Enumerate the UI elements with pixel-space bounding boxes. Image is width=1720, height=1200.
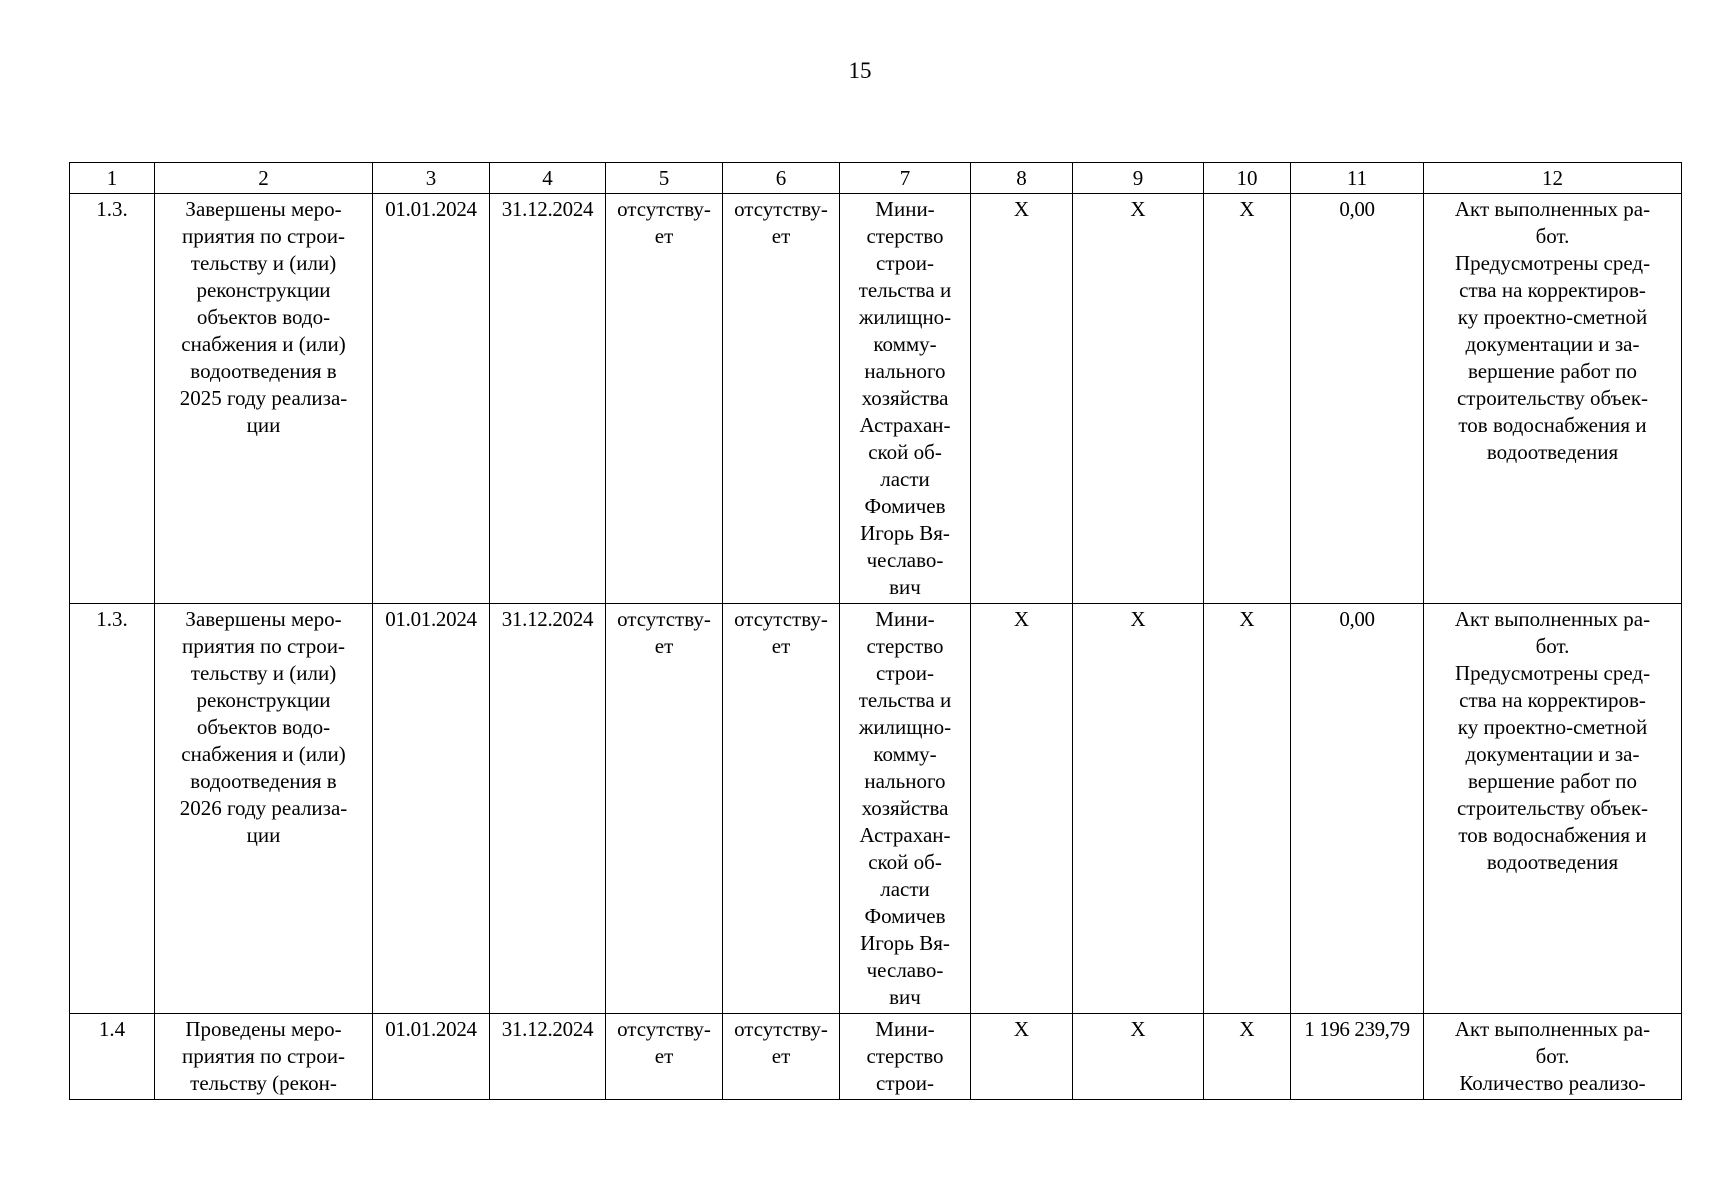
col9-cell: X [1073, 604, 1204, 1014]
col5-cell: отсутству- ет [606, 1014, 723, 1100]
result-cell: Завершены меро- приятия по строи- тельству и (или) реконструкции объектов водо- снабжения и (или) водоотведения в 2026 году реализа- ции [155, 604, 373, 1014]
plan-table [69, 162, 1682, 1100]
note-cell: Акт выполненных ра- бот. Предусмотрены сред- ства на корректиров- ку проектно-сметной документации и за- вершение работ по строительству объек- тов водоснабжения и водоотведения [1424, 604, 1682, 1014]
page-number: 15 [848, 58, 872, 83]
item-number-cell: 1.3. [70, 194, 155, 604]
column-header: 7 [840, 163, 971, 194]
col10-cell: X [1204, 194, 1291, 604]
column-header: 11 [1291, 163, 1424, 194]
start-date-cell: 01.01.2024 [373, 194, 490, 604]
col5-cell: отсутству- ет [606, 604, 723, 1014]
table-row [70, 194, 1682, 604]
col8-cell: X [971, 194, 1073, 604]
col5-cell: отсутству- ет [606, 194, 723, 604]
col8-cell: X [971, 1014, 1073, 1100]
end-date-cell: 31.12.2024 [490, 194, 606, 604]
col8-cell: X [971, 604, 1073, 1014]
responsible-cell: Мини- стерство строи- тельства и жилищно- комму- нального хозяйства Астрахан- ской об- ласти Фомичев Игорь Вя- чеславо- вич [840, 194, 971, 604]
responsible-cell: Мини- стерство строи- [840, 1014, 971, 1100]
result-cell: Проведены меро- приятия по строи- тельству (рекон- [155, 1014, 373, 1100]
column-header: 10 [1204, 163, 1291, 194]
responsible-cell: Мини- стерство строи- тельства и жилищно- комму- нального хозяйства Астрахан- ской об- ласти Фомичев Игорь Вя- чеславо- вич [840, 604, 971, 1014]
end-date-cell: 31.12.2024 [490, 1014, 606, 1100]
col10-cell: X [1204, 604, 1291, 1014]
column-header: 1 [70, 163, 155, 194]
column-header: 8 [971, 163, 1073, 194]
end-date-cell: 31.12.2024 [490, 604, 606, 1014]
table-row [70, 1014, 1682, 1100]
amount-cell: 0,00 [1291, 194, 1424, 604]
col6-cell: отсутству- ет [723, 194, 840, 604]
column-header: 6 [723, 163, 840, 194]
column-header: 12 [1424, 163, 1682, 194]
col9-cell: X [1073, 194, 1204, 604]
col10-cell: X [1204, 1014, 1291, 1100]
table-row [70, 604, 1682, 1014]
note-cell: Акт выполненных ра- бот. Количество реализо- [1424, 1014, 1682, 1100]
amount-cell: 0,00 [1291, 604, 1424, 1014]
col6-cell: отсутству- ет [723, 1014, 840, 1100]
item-number-cell: 1.4 [70, 1014, 155, 1100]
column-header: 5 [606, 163, 723, 194]
start-date-cell: 01.01.2024 [373, 604, 490, 1014]
amount-cell: 1 196 239,79 [1291, 1014, 1424, 1100]
start-date-cell: 01.01.2024 [373, 1014, 490, 1100]
column-header: 4 [490, 163, 606, 194]
col6-cell: отсутству- ет [723, 604, 840, 1014]
result-cell: Завершены меро- приятия по строи- тельству и (или) реконструкции объектов водо- снабжения и (или) водоотведения в 2025 году реализа- ции [155, 194, 373, 604]
column-header: 2 [155, 163, 373, 194]
note-cell: Акт выполненных ра- бот. Предусмотрены сред- ства на корректиров- ку проектно-сметной документации и за- вершение работ по строительству объек- тов водоснабжения и водоотведения [1424, 194, 1682, 604]
column-header: 9 [1073, 163, 1204, 194]
column-number-row [70, 163, 1682, 194]
item-number-cell: 1.3. [70, 604, 155, 1014]
column-header: 3 [373, 163, 490, 194]
col9-cell: X [1073, 1014, 1204, 1100]
